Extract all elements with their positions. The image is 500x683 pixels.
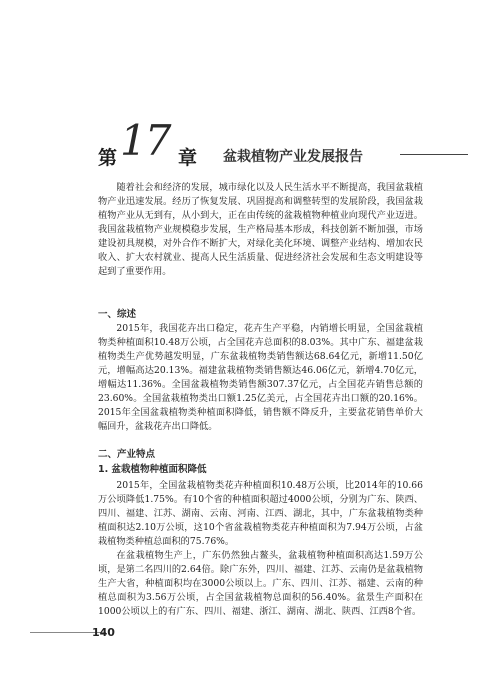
paragraph: 在盆栽植物生产上，广东仍然独占鳌头，盆栽植物种植面积高达1.59万公顷，是第二名四川的2.64倍。除广东外，四川、福建、江苏、云南仍是盆栽植物生产大省，种植面积均在3000公顷以上。广东、四川、江苏、福建、云南的种植总面积为3.56万公顷，占全国盆栽植物总面积的56.40%。盆景生产面积在1000公顷以上的有广东、四川、福建、浙江、湖南、湖北、陕西、江西8个省。 xyxy=(98,550,423,617)
intro-paragraph: 随着社会和经济的发展，城市绿化以及人民生活水平不断提高，我国盆栽植物产业迅速发展。经历了恢复发展、巩固提高和调整转型的发展阶段，我国盆栽植物产业从无到有，从小到大，正在由传统的盆栽植物种植业向现代产业迈进。我国盆栽植物产业规模稳步发展，生产格局基本形成，科技创新不断加强，市场建设初具规模，对外合作不断扩大，对绿化美化环境、调整产业结构、增加农民收入、扩大农村就业、提高人民生活质量、促进经济社会发展和生态文明建设等起到了重要作用。 xyxy=(98,182,423,277)
subsection-heading: 1. 盆栽植物种植面积降低 xyxy=(98,464,207,475)
section-heading-overview: 一、综述 xyxy=(98,309,137,320)
chapter-suffix: 章 xyxy=(178,147,198,169)
chapter-title: 盆栽植物产业发展报告 xyxy=(223,149,363,165)
title-divider xyxy=(400,154,468,155)
chapter-number: 17 xyxy=(120,116,170,165)
section-heading-features: 二、产业特点 xyxy=(98,449,156,460)
intro-block xyxy=(98,181,423,279)
chapter-prefix: 第 xyxy=(98,147,118,169)
paragraph: 2015年，全国盆栽植物类花卉种植面积10.48万公顷，比2014年的10.66万公顷降低1.75%。有10个省的种植面积超过4000公顷，分别为广东、陕西、四川、福建、江苏、湖南、云南、河南、江西、湖北，其中，广东盆栽植物类种植面积达2.10万公顷，这10个省盆栽植物类花卉种植面积为7.94万公顷，占盆栽植物类种植总面积的75.76%。 xyxy=(98,480,423,547)
page-number: 140 xyxy=(92,626,115,639)
section-overview xyxy=(98,322,423,434)
section-features xyxy=(98,479,423,619)
paragraph: 2015年，我国花卉出口稳定，花卉生产平稳，内销增长明显，全国盆栽植物类种植面积10.48万公顷，占全国花卉总面积的8.03%。其中广东、福建盆栽植物类生产优势越发明显，广东盆栽植物类销售额达68.64亿元，新增11.50亿元，增幅高达20.13%。福建盆栽植物类销售额达46.06亿元，新增4.70亿元，增幅达11.36%。全国盆栽植物类销售额307.37亿元，占全国花卉销售总额的23.60%。全国盆栽植物类出口额1.25亿美元，占全国花卉出口额的20.16%。2015年全国盆栽植物类种植面积降低，销售额不降反升，主要盆花销售单价大幅回升，盆栽花卉出口降低。 xyxy=(98,323,423,432)
chapter-header xyxy=(98,116,468,169)
